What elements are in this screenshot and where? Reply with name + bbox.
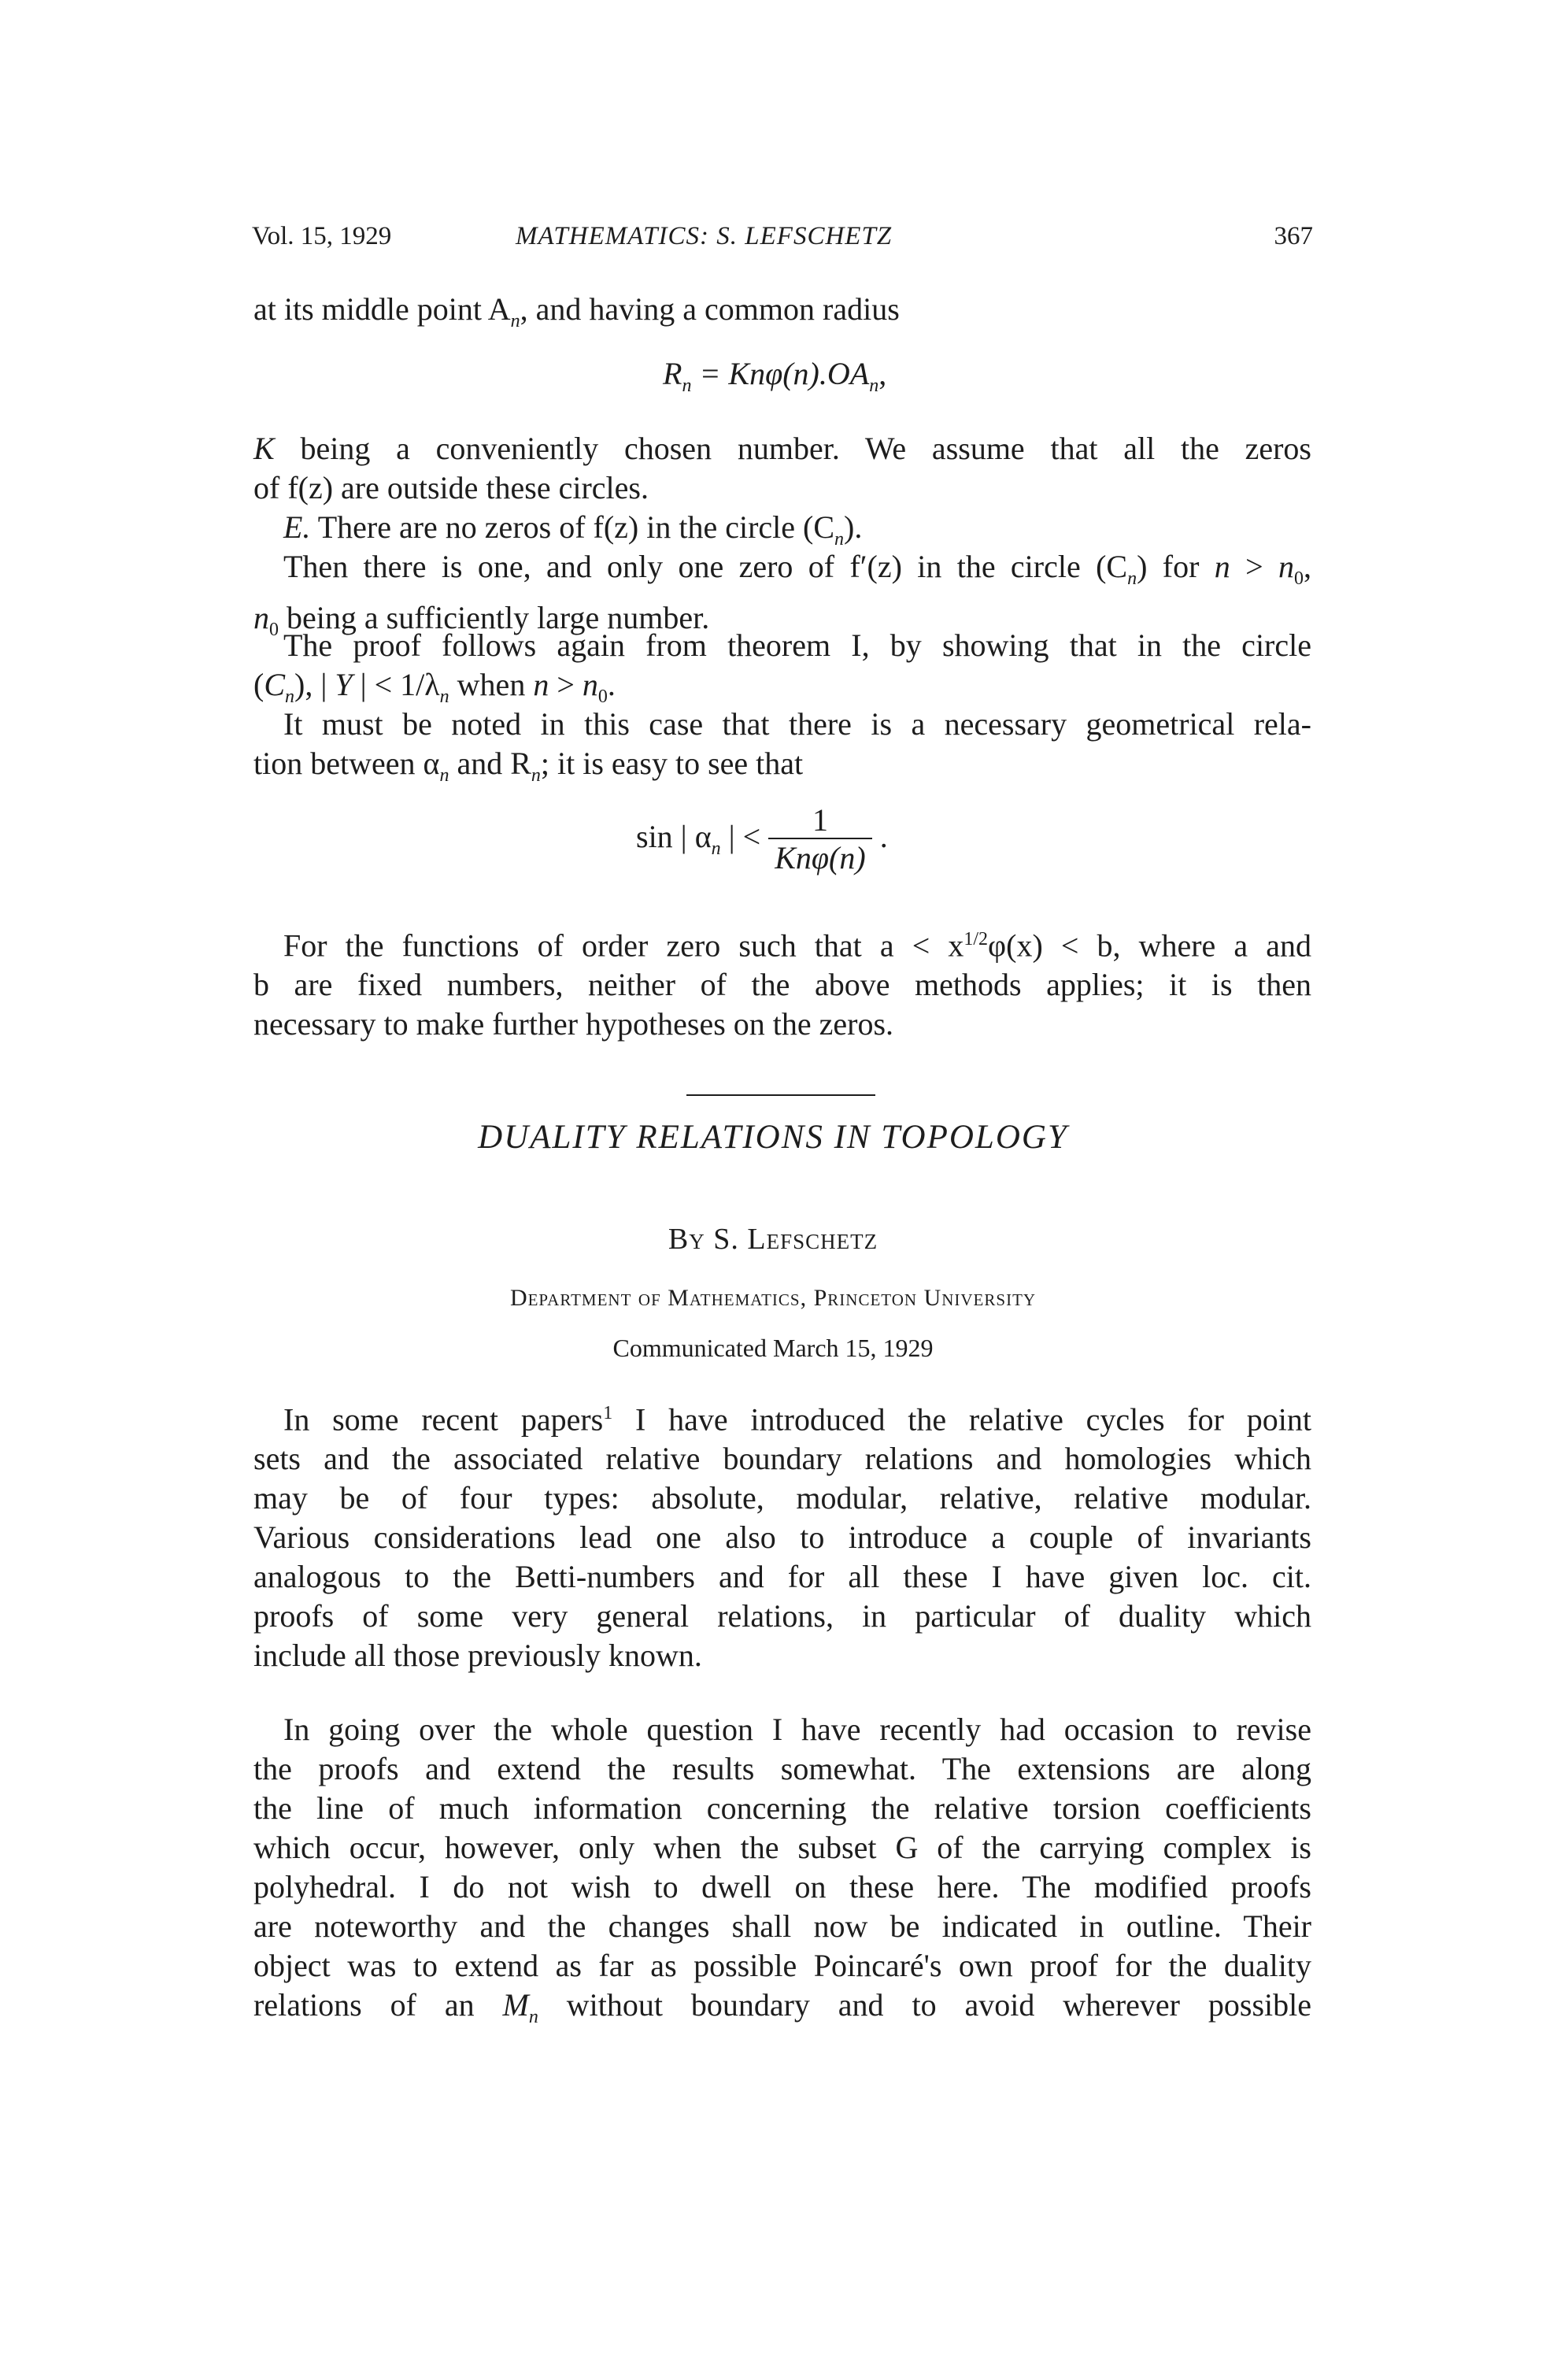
paragraph-k bbox=[253, 429, 1311, 508]
text-line: polyhedral. I do not wish to dwell on these here. The modified proofs bbox=[253, 1869, 1311, 1904]
fraction: $\frac{1}{\text{Knφ(n)}}$ bbox=[768, 803, 871, 877]
text-line: In going over the whole question I have recently had occasion to revise bbox=[283, 1712, 1311, 1747]
paragraph-note bbox=[253, 705, 1311, 795]
text-line: sets and the associated relative boundary relations and homologies which bbox=[253, 1441, 1311, 1477]
paragraph-order-zero bbox=[253, 920, 1311, 1044]
text-line: the line of much information concerning the relative torsion coefficients bbox=[253, 1790, 1311, 1826]
text-line: the proofs and extend the results somewhat. The extensions are along bbox=[253, 1751, 1311, 1786]
text-line: $(C_n)$, | Y | < $1/\lambda_n$ when $n > n_0$. bbox=[253, 667, 616, 707]
text-line: The proof follows again from theorem I, by showing that in the circle bbox=[283, 627, 1311, 663]
author-affiliation: Department of Mathematics, Princeton University bbox=[509, 1285, 1037, 1311]
text-line: of f(z) are outside these circles. bbox=[253, 470, 649, 505]
equation-sin: sin | $\alpha_n$ | < $\frac{1}{\text{Knφ(n)}}$ . bbox=[636, 802, 888, 875]
article-paragraph-1 bbox=[253, 1394, 1311, 1675]
article-author: By S. Lefschetz bbox=[668, 1223, 878, 1256]
volume-label: Vol. 15, 1929 bbox=[252, 222, 392, 250]
running-header bbox=[252, 222, 1313, 261]
text-line: For the functions of order zero such that $a < x^{1/2}\varphi(x) < b$, where a and bbox=[283, 927, 1311, 964]
text-line: K being a conveniently chosen number. We assume that all the zeros bbox=[253, 431, 1311, 466]
text-line: necessary to make further hypotheses on the zeros. bbox=[253, 1006, 894, 1042]
page-number: 367 bbox=[1274, 222, 1313, 250]
text-line: object was to extend as far as possible Poincaré's own proof for the duality bbox=[253, 1948, 1311, 1983]
intro-paragraph bbox=[253, 290, 1311, 341]
footnote-marker: 1 bbox=[603, 1403, 613, 1423]
text-line: $n_0$ being a sufficiently large number. bbox=[253, 600, 710, 640]
text-line: include all those previously known. bbox=[253, 1638, 702, 1674]
text-line: b are fixed numbers, neither of the above methods applies; it is then bbox=[253, 967, 1311, 1003]
text-line: at its middle point $A_n$, and having a common radius bbox=[253, 291, 900, 331]
article-title: DUALITY RELATIONS IN TOPOLOGY bbox=[478, 1119, 1068, 1156]
text-line: It must be noted in this case that there is a necessary geometrical rela- bbox=[283, 706, 1311, 742]
running-title: MATHEMATICS: S. LEFSCHETZ bbox=[516, 222, 893, 250]
section-divider bbox=[686, 1094, 875, 1096]
communicated-date: Communicated March 15, 1929 bbox=[612, 1334, 934, 1362]
text-line: Then there is one, and only one zero of f′(z) in the circle $(C_n)$ for $n > n_0$, bbox=[283, 549, 1311, 589]
paragraph-proof bbox=[253, 626, 1311, 716]
text-line: proofs of some very general relations, in particular of duality which bbox=[253, 1598, 1311, 1634]
text-line: analogous to the Betti-numbers and for all these I have given loc. cit. bbox=[253, 1559, 1311, 1595]
text-line: may be of four types: absolute, modular, relative, relative modular. bbox=[253, 1480, 1311, 1516]
text-line: Various considerations lead one also to introduce a couple of invariants bbox=[253, 1519, 1311, 1556]
article-paragraph-2 bbox=[253, 1710, 1311, 2037]
text-line: relations of an $M_n$ without boundary and to avoid wherever possible bbox=[253, 1987, 1312, 2027]
text-line: tion between $\alpha_n$ and $R_n$; it is easy to see that bbox=[253, 746, 804, 786]
text-line: In some recent papers$^1$ I have introduced the relative cycles for point bbox=[283, 1401, 1312, 1438]
text-line: are noteworthy and the changes shall now be indicated in outline. Their bbox=[253, 1908, 1311, 1944]
equation-radius: $R_n = Kn\varphi(n).OA_n$, bbox=[663, 356, 887, 396]
text-line: which occur, however, only when the subset G of the carrying complex is bbox=[253, 1830, 1311, 1865]
text-line: E. There are no zeros of f(z) in the circle $(C_n)$. bbox=[283, 509, 863, 550]
